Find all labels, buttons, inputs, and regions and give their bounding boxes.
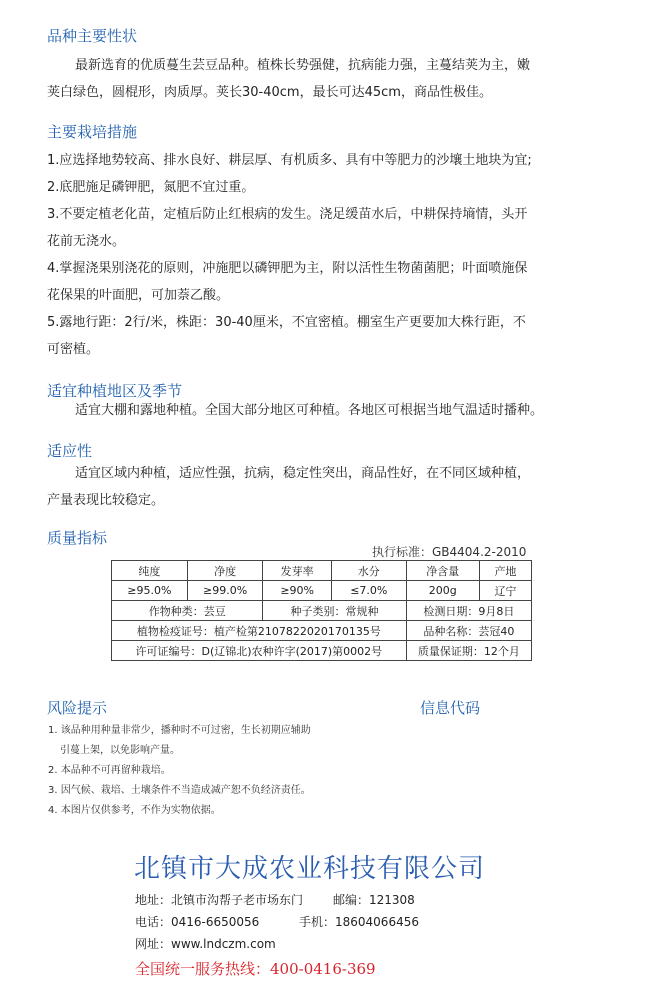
- table-header-cell: 纯度: [112, 561, 188, 581]
- company-phone: 电话：0416-6650056: [135, 915, 260, 929]
- cultivation-measures: [47, 147, 607, 363]
- table-cell: ≥95.0%: [112, 581, 188, 601]
- region-description: [47, 397, 607, 424]
- table-row: [112, 601, 532, 621]
- adaptability-description: [47, 460, 607, 514]
- section-title-info-code: 信息代码: [420, 699, 481, 717]
- list-item: 2. 本品种不可再留种栽培。: [48, 765, 171, 776]
- table-cell: ≥90%: [263, 581, 331, 601]
- section-title-region: 适宜种植地区及季节: [47, 382, 183, 400]
- table-cell: ≥99.0%: [187, 581, 263, 601]
- execution-standard: 执行标准：GB4404.2-2010: [372, 545, 527, 559]
- text-line: 花保果的叶面肥，可加萘乙酸。: [47, 288, 230, 303]
- table-cell: 许可证编号：D(辽锦北)农种许字(2017)第0002号: [112, 641, 407, 661]
- table-header-cell: 产地: [479, 561, 531, 581]
- company-postcode: 邮编：121308: [333, 893, 415, 907]
- text-line: 适宜区域内种植，适应性强，抗病，稳定性突出，商品性好，在不同区域种植，: [75, 466, 531, 481]
- table-row: [112, 641, 532, 661]
- text-line: 5.露地行距：2行/米，株距：30-40厘米，不宜密植。棚室生产更要加大株行距，不: [47, 315, 526, 330]
- table-cell: 检测日期：9月8日: [406, 601, 531, 621]
- list-item: 3. 因气候、栽培、土壤条件不当造成减产恕不负经济责任。: [48, 785, 311, 796]
- text-line: 花前无浇水。: [47, 234, 126, 249]
- table-cell: 辽宁: [479, 581, 531, 601]
- section-title-variety: 品种主要性状: [47, 27, 138, 45]
- service-hotline: 全国统一服务热线：400-0416-369: [135, 960, 376, 978]
- table-header-cell: 发芽率: [263, 561, 331, 581]
- table-header-cell: 水分: [331, 561, 406, 581]
- section-title-quality: 质量指标: [47, 529, 108, 547]
- table-row: [112, 621, 532, 641]
- table-row: [112, 581, 532, 601]
- text-line: 可密植。: [47, 342, 100, 357]
- company-address: 地址：北镇市沟帮子老市场东门: [135, 893, 304, 907]
- risk-list: [48, 721, 408, 821]
- table-header-cell: 净度: [187, 561, 263, 581]
- section-title-cultivation: 主要栽培措施: [47, 123, 138, 141]
- table-cell: 200g: [406, 581, 479, 601]
- text-line: 3.不要定植老化苗，定植后防止红根病的发生。浇足缓苗水后，中耕保持墒情，头开: [47, 207, 528, 222]
- table-cell: 质量保证期：12个月: [406, 641, 531, 661]
- company-name: 北镇市大成农业科技有限公司: [134, 854, 486, 884]
- text-line: 4.掌握浇果别浇花的原则，冲施肥以磷钾肥为主，附以活性生物菌菌肥；叶面喷施保: [47, 261, 528, 276]
- table-cell: 作物种类：芸豆: [112, 601, 263, 621]
- list-item: 4. 本图片仅供参考，不作为实物依据。: [48, 805, 221, 816]
- text-line: 最新选育的优质蔓生芸豆品种。植株长势强健，抗病能力强，主蔓结荚为主，嫩: [75, 58, 531, 73]
- table-cell: 种子类别：常规种: [263, 601, 406, 621]
- list-item: 引蔓上架，以免影响产量。: [60, 745, 180, 756]
- text-line: 1.应选择地势较高、排水良好、耕层厚、有机质多、具有中等肥力的沙壤土地块为宜;: [47, 153, 532, 168]
- variety-description: [47, 52, 607, 106]
- text-line: 荚白绿色，圆棍形，肉质厚。荚长30-40cm，最长可达45cm，商品性极佳。: [47, 85, 492, 100]
- table-cell: ≤7.0%: [331, 581, 406, 601]
- list-item: 1. 该品种用种量非常少，播种时不可过密，生长初期应辅助: [48, 725, 311, 736]
- text-line: 产量表现比较稳定。: [47, 493, 165, 508]
- table-header-cell: 净含量: [406, 561, 479, 581]
- table-cell: 品种名称：芸冠40: [406, 621, 531, 641]
- text-line: 2.底肥施足磷钾肥，氮肥不宜过重。: [47, 180, 255, 195]
- table-cell: 植物检疫证号：植产检第2107822020170135号: [112, 621, 407, 641]
- section-title-adaptability: 适应性: [47, 442, 93, 460]
- section-title-risk: 风险提示: [47, 699, 108, 717]
- table-row: [112, 561, 532, 581]
- text-line: 适宜大棚和露地种植。全国大部分地区可种植。各地区可根据当地气温适时播种。: [75, 403, 544, 418]
- company-mobile: 手机：18604066456: [299, 915, 419, 929]
- company-website[interactable]: 网址：www.lndczm.com: [135, 937, 276, 951]
- quality-table: [111, 560, 532, 661]
